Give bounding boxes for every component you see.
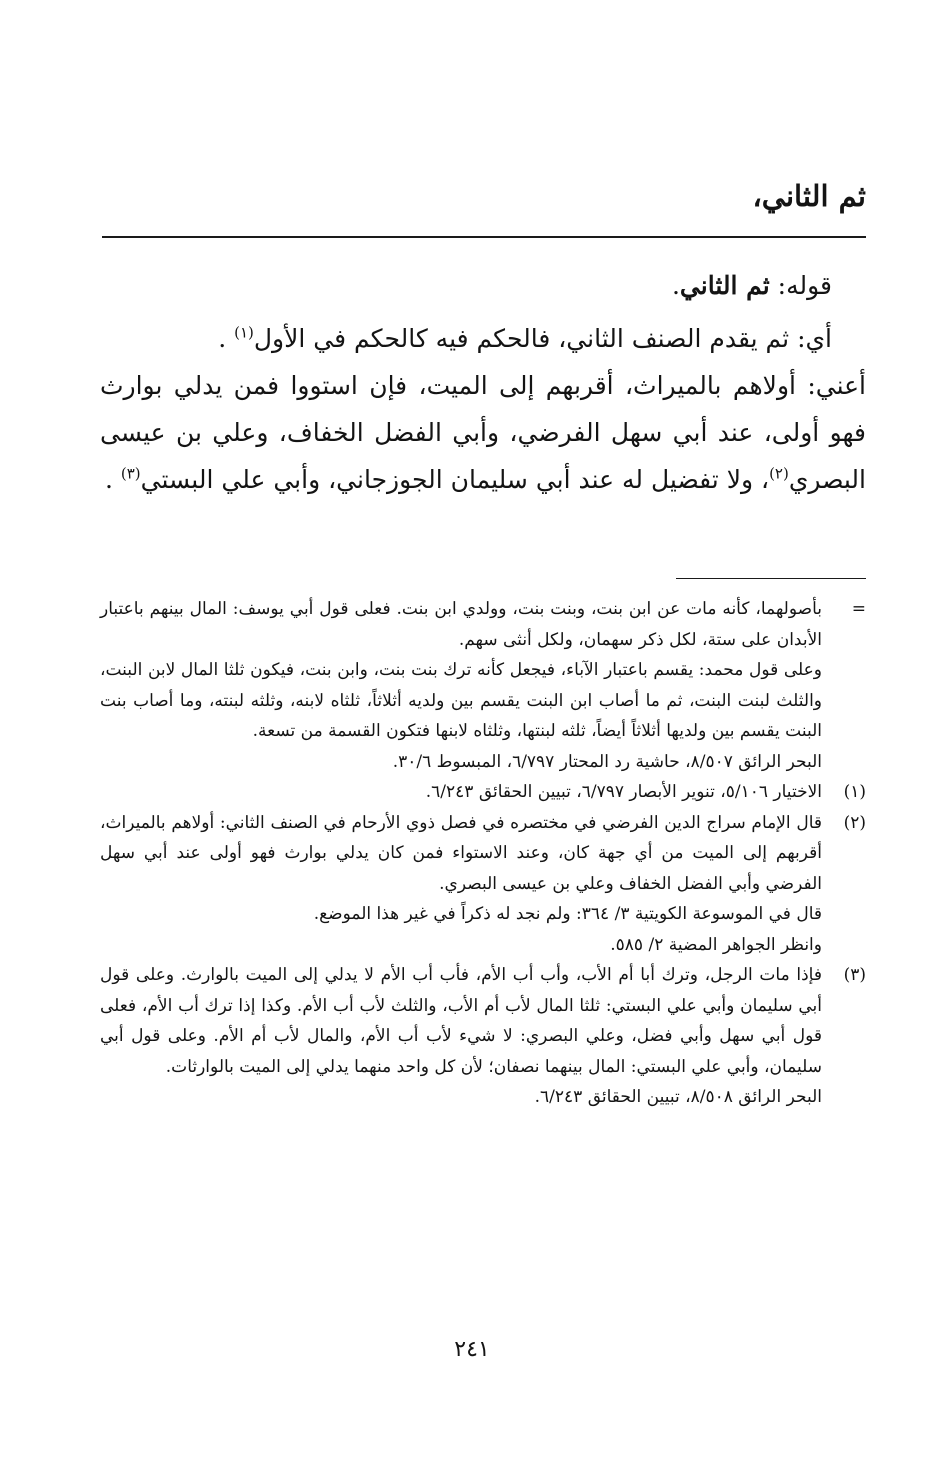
page-number: ٢٤١ (454, 1337, 490, 1362)
header-rule (102, 236, 866, 238)
footnote-separator (676, 578, 866, 579)
footnote-line: البحر الرائق ٨/٥٠٧، حاشية رد المحتار ٦/٧٩٧، المبسوط ٣٠/٦. (392, 751, 822, 772)
footnote-ref-2: (٢) (769, 464, 789, 483)
footnote-number: (١) (843, 782, 866, 802)
footnote-number: (٣) (843, 965, 866, 985)
paragraph-2-end: . (104, 465, 121, 494)
footnote-ref-1: (١) (234, 323, 254, 342)
footnote-ref-3: (٣) (120, 464, 141, 483)
footnote-3 (100, 960, 866, 1113)
quoted-phrase-line (100, 262, 866, 309)
paragraph-2-text-a: أعني: أولاهم بالميراث، أقربهم إلى الميت، فإن استووا فمن يدلي بوارث فهو أولى، عند أبي سهل الفرضي، وأبي الفضل الخفاف، وعلي بن عيسى البصري (100, 371, 866, 494)
footnote-line: البحر الرائق ٨/٥٠٨، تبيين الحقائق ٦/٢٤٣. (534, 1087, 822, 1107)
paragraph-2 (100, 362, 866, 503)
footnote-line: وعلى قول محمد: يقسم باعتبار الآباء، فيجعل كأنه ترك بنت بنت، وابن بنت، فيكون ثلثا المال لابن البنت، والثلث لبنت البنت، ثم ما أصاب ابن البنت يقسم بين ولديه أثلاثاً، ثلثاه لابنه، وثلثه لبنته، وما أصاب بنت البنت يقسم بين ولديها أثلاثاً أيضاً، ثلثه لبنتها، وثلثاه لابنها فتكون القسمة من تسعة. (100, 660, 822, 741)
footnote-line: فإذا مات الرجل، وترك أبا أم الأب، وأب أب الأم، فأب أب الأم لا يدلي إلى الميت بالوارث. وعلى قول أبي سليمان وأبي علي البستي: ثلثا المال لأب أم الأب، والثلث لأب أب الأم. وكذا إذا ترك أب الأم، فعلى قول أبي سهل وأبي فضل، وعلي البصري: لا شيء لأب أب الأم، والمال لأب أم الأم. وعلى قول أبي سليمان، وأبي علي البستي: المال بينهما نصفان؛ لأن كل واحد منهما يدلي إلى الميت بالوارثات. (100, 965, 822, 1077)
quoted-phrase: ثم الثاني (679, 271, 770, 300)
footnote-line: قال الإمام سراج الدين الفرضي في مختصره في فصل ذوي الأرحام في الصنف الثاني: أولاهم بالميراث، أقربهم إلى الميت من أي جهة كان، وعند الاستواء فمن كان يدلي بوارث فهو أولى عند أبي سهل الفرضي وأبي الفضل الخفاف وعلي بن عيسى البصري. (100, 812, 822, 894)
paragraph-1-text: أي: ثم يقدم الصنف الثاني، فالحكم فيه كالحكم في الأول (253, 324, 832, 353)
footnote-1 (100, 777, 866, 808)
continuation-mark: = (851, 599, 866, 619)
footnote-2 (100, 808, 866, 961)
footnote-line: بأصولهما، كأنه مات عن ابن بنت، وبنت بنت، وولدي ابن بنت. فعلى قول أبي يوسف: المال بينهم باعتبار الأبدان على ستة، لكل ذكر سهمان، ولكل أنثى سهم. (100, 599, 822, 650)
footnote-line: وانظر الجواهر المضية ٢/ ٥٨٥. (610, 934, 822, 955)
footnote-continuation (100, 594, 866, 777)
paragraph-1 (100, 315, 866, 362)
footnote-line: قال في الموسوعة الكويتية ٣/ ٣٦٤: ولم نجد له ذكراً في غير هذا الموضع. (313, 904, 822, 924)
main-text (100, 262, 866, 503)
footnote-number: (٢) (843, 812, 866, 833)
quote-end: . (671, 271, 680, 300)
footnote-line: الاختيار ٥/١٠٦، تنوير الأبصار ٦/٧٩٧، تبيين الحقائق ٦/٢٤٣. (425, 782, 822, 802)
paragraph-2-text-b: ، ولا تفضيل له عند أبي سليمان الجوزجاني، وأبي علي البستي (140, 465, 770, 494)
footnotes (100, 594, 866, 1113)
paragraph-1-end: . (218, 324, 235, 353)
quote-prefix: قوله: (769, 271, 832, 300)
running-head: ثم الثاني، (752, 179, 866, 213)
